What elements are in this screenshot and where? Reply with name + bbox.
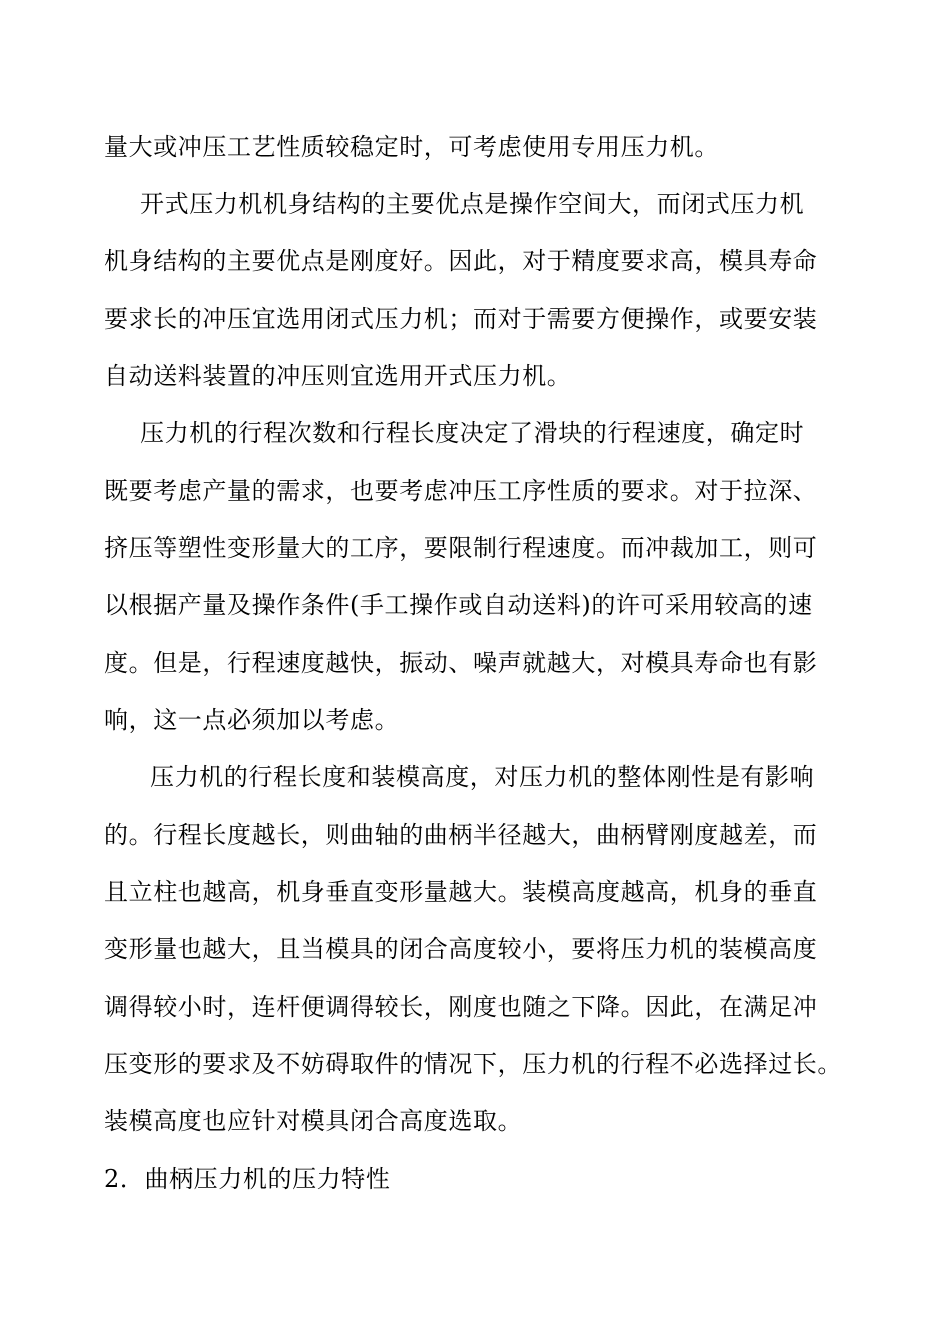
text-line-1: 量大或冲压工艺性质较稳定时，可考虑使用专用压力机。 bbox=[104, 133, 719, 161]
text-line-8: 挤压等塑性变形量大的工序，要限制行程速度。而冲裁加工，则可 bbox=[104, 534, 818, 562]
text-line-2: 开式压力机机身结构的主要优点是操作空间大，而闭式压力机 bbox=[140, 190, 805, 218]
text-line-10: 度。但是，行程速度越快，振动、噪声就越大，对模具寿命也有影 bbox=[104, 649, 818, 677]
text-line-15: 变形量也越大，且当模具的闭合高度较小，要将压力机的装模高度 bbox=[104, 935, 818, 963]
text-line-9: 以根据产量及操作条件(手工操作或自动送料)的许可采用较高的速 bbox=[104, 591, 813, 619]
text-line-7: 既要考虑产量的需求，也要考虑冲压工序性质的要求。对于拉深、 bbox=[104, 477, 818, 505]
text-line-5: 自动送料装置的冲压则宜选用开式压力机。 bbox=[104, 362, 572, 390]
text-line-6: 压力机的行程次数和行程长度决定了滑块的行程速度，确定时 bbox=[140, 419, 805, 447]
text-line-11: 响，这一点必须加以考虑。 bbox=[104, 706, 400, 734]
text-line-14: 且立柱也越高，机身垂直变形量越大。装模高度越高，机身的垂直 bbox=[104, 878, 818, 906]
text-line-13: 的。行程长度越长，则曲轴的曲柄半径越大，曲柄臂刚度越差，而 bbox=[104, 821, 818, 849]
text-line-4: 要求长的冲压宜选用闭式压力机；而对于需要方便操作，或要安装 bbox=[104, 305, 818, 333]
text-line-12: 压力机的行程长度和装模高度，对压力机的整体刚性是有影响 bbox=[150, 763, 815, 791]
text-line-17: 压变形的要求及不妨碍取件的情况下，压力机的行程不必选择过长。 bbox=[104, 1050, 842, 1078]
text-line-18: 装模高度也应针对模具闭合高度选取。 bbox=[104, 1107, 523, 1135]
text-line-16: 调得较小时，连杆便调得较长，刚度也随之下降。因此，在满足冲 bbox=[104, 993, 818, 1021]
section-heading: 2．曲柄压力机的压力特性 bbox=[104, 1165, 391, 1193]
text-line-3: 机身结构的主要优点是刚度好。因此，对于精度要求高，模具寿命 bbox=[104, 247, 818, 275]
